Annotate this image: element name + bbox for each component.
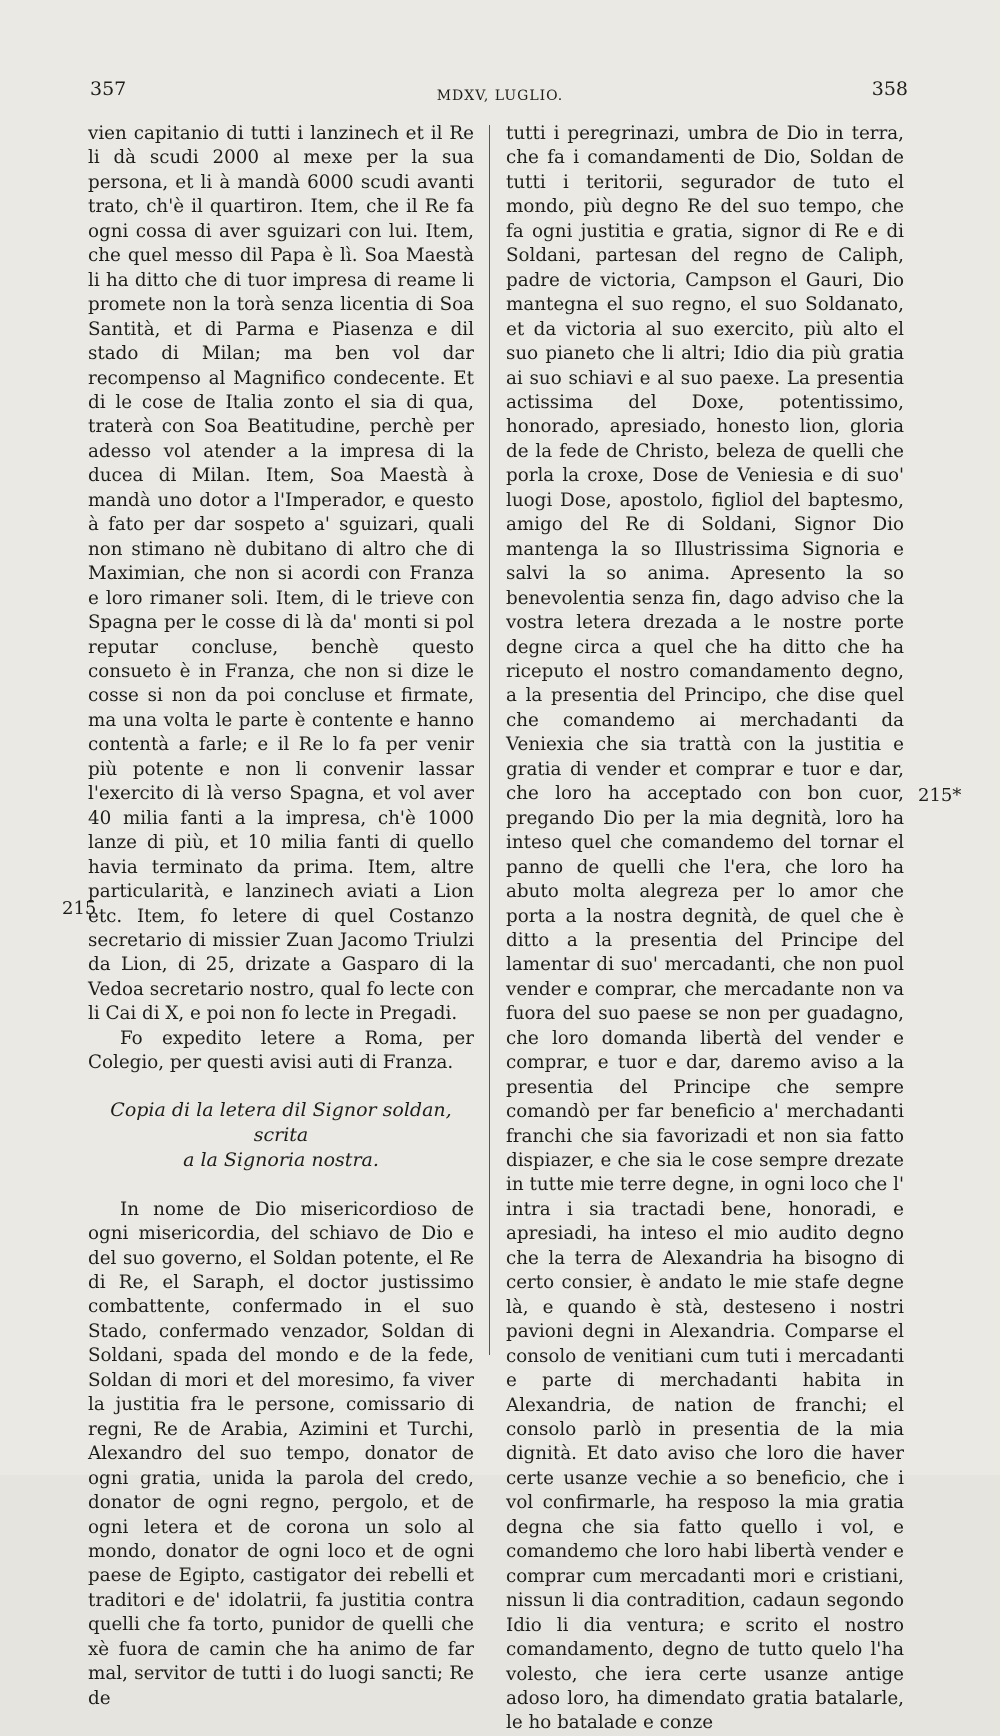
left-paragraph-3: In nome de Dio misericordioso de ogni misericordia, del schiavo de Dio e del suo governo, el Soldan potente, el Re di Re, el Saraph, el doctor justissimo combattente, confermado in el suo Stado, confermado venzador, Soldan di Soldani, spada del mondo e de la fede, Soldan di mori et del moresimo, fa viver la justitia fra le persone, comissario di regni, Re de Arabia, Azimini et Turchi, Alexandro del suo tempo, donator de ogni gratia, unida la parola del credo, donator de ogni regno, pergolo, et de ogni letera et de corona un solo al mondo, donator de ogni loco et de ogni paese de Egipto, castigator dei rebelli et traditori e de' idolatrii, fa justitia contra quelli che fa torto, punidor de quelli che xè fuora de camin che ha animo de far mal, servitor de tutti i do luogi sancti; Re de [88,1198,474,1709]
margin-note-right: 215* [918,785,962,806]
letter-heading [88,1098,474,1173]
left-paragraph-2: Fo expedito letere a Roma, per Colegio, per questi avisi auti di Franza. [88,1027,474,1074]
margin-note-left: 215 [62,898,97,919]
left-column [88,122,474,1711]
letter-heading-line-2: a la Signoria nostra. [183,1148,379,1171]
page-number-left: 357 [90,78,127,100]
page-number-right: 358 [871,78,908,100]
column-divider [489,125,490,1355]
left-paragraph-1: vien capitanio di tutti i lanzinech et il Re li dà scudi 2000 al mexe per la sua persona, et li à mandà 6000 scudi avanti trato, ch'è il quartiron. Item, che il Re fa ogni cossa di aver sguizari con lui. Item, che quel messo dil Papa è lì. Soa Maestà li ha ditto che di tuor impresa di reame li promete non la torà senza licentia di Soa Santità, et di Parma e Piasenza e dil stado di Milan; ma ben vol dar recompenso al Magnifico condecente. Et di le cose de Italia zonto el sia di qua, traterà con Soa Beatitudine, perchè per adesso vol atender a la impresa di la ducea di Milan. Item, Soa Maestà à mandà uno dotor a l'Imperador, e questo à fato per dar sospeto a' sguizari, quali non stimano nè dubitano di altro che di Maximian, che non si acordi con Franza e loro rimaner soli. Item, di le trieve con Spagna per le cosse di là da' monti si pol reputar concluse, benchè questo consueto è in Franza, che non si dize le cosse si non da poi concluse et firmate, ma una volta le parte è contente e hanno contentà a farle; e il Re lo fa per venir più potente e non li convenir lassar l'exercito di là verso Spagna, et vol aver 40 milia fanti a la impresa, ch'è 1000 lanze di più, et 10 milia fanti di quello havia terminato da prima. Item, altre particularità, e lanzinech aviati a Lion etc. Item, fo letere di quel Costanzo secretario di missier Zuan Jacomo Triulzi da Lion, di 25, drizate a Gasparo di la Vedoa secretario nostro, qual fo lecte con li Cai di X, e poi non fo lecte in Pregadi. [88,123,474,1025]
right-paragraph-1: tutti i peregrinazi, umbra de Dio in terra, che fa i comandamenti de Dio, Soldan de tutti i teritorii, segurador de tuto el mondo, più degno Re del suo tempo, che fa ogni justitia e gratia, signor di Re e di Soldani, partesan del regno de Caliph, padre de victoria, Campson el Gauri, Dio mantegna el suo regno, el suo Soldanato, et da victoria al suo exercito, più alto el suo pianeto che li altri; Idio dia più gratia ai suo schiavi e al suo paexe. La presentia actissima del Doxe, potentissimo, honorado, apresiado, honesto lion, gloria de la fede de Christo, beleza de quelli che porla la croxe, Dose de Veniesia e di suo' luogi Dose, apostolo, figliol del baptesmo, amigo del Re di Soldani, Signor Dio mantenga la so Illustrissima Signoria e salvi la so anima. Apresento la so benevolentia senza fin, dago adviso che la vostra letera drezada a le nostre porte degne circa a quel che ha ditto che ha riceputo el nostro comandamento degno, a la presentia del Principo, che dise quel che comandemo ai merchadanti da Veniexia che sia trattà con la justitia e gratia di vender et comprar e tuor e dar, che loro ha acceptado con bon cuor, pregando Dio per la mia degnità, loro ha inteso quel che comandemo del tornar el panno de quelli che l'era, che loro ha abuto molta alegreza per lo amor che porta a la nostra degnità, de quel che è ditto a la presentia del Principe del lamentar di suo' mercadanti, che non puol vender e comprar, che mercadante non va fuora del suo paese se non per guadagno, che loro domanda libertà del vender e comprar, e tuor e dar, daremo aviso a la presentia del Principe che sempre comandò per far beneficio a' merchadanti franchi che sia favorizadi et non sia fatto dispiazer, e che sia le cose sempre drezate in tutte mie terre degne, in ogni loco che l' intra i sia tractadi bene, honoradi, e apresiadi, ha inteso el mio audito degno che la terra de Alexandria ha bisogno di certo consier, è andato le mie stafe degne là, e quando è stà, desteseno i nostri pavioni degni in Alexandria. Comparse el consolo de venitiani cum tuti i mercadanti e parte di merchadanti habita in Alexandria, de nation de franchi; el consolo parlò in presentia de la mia dignità. Et dato aviso che loro die haver certe usanze vechie a so beneficio, che i vol confirmarle, ha resposo la mia gratia degna che sia fatto quello i vol, e comandemo che loro habi libertà vender e comprar cum mercadanti mori e cristiani, nissun li dia contradition, cadaun segondo Idio li dia ventura; e scrito el nostro comandamento, degno de tutto quelo l'ha volesto, che iera certe usanze antige adoso loro, ha dimendato gratia batalarle, le ho batalade e conze [506,123,904,1734]
running-title: MDXV, LUGLIO. [436,88,564,104]
right-column [506,122,904,1736]
letter-heading-line-1: Copia di la letera dil Signor soldan, scrita [110,1098,452,1146]
spacer [88,1173,474,1198]
